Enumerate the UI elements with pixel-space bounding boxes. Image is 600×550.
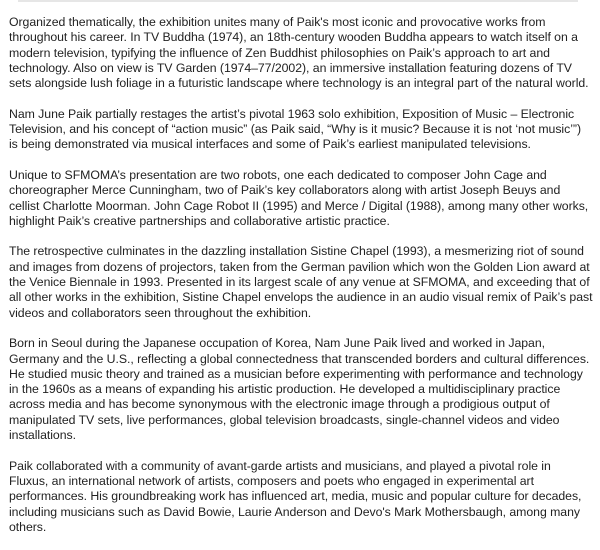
paragraph-robots: Unique to SFMOMA’s presentation are two robots, one each dedicated to composer John Cage and choreographer Merce Cunningham, two of Paik’s key collaborators along with artist Joseph Beuys and cellist Charlotte Moorman. John Cage Robot II (1995) and Merce / Digital (1988), among many other works, highlight Paik’s creative partnerships and collaborative artistic practice.: [9, 167, 589, 228]
article-body: [9, 15, 593, 550]
paragraph-sistine-chapel: The retrospective culminates in the dazzling installation Sistine Chapel (1993), a mesmerizing riot of sound and images from dozens of projectors, taken from the German pavilion which won the Golden Lion award at the Venice Biennale in 1993. Presented in its largest scale of any venue at SFMOMA, and exceeding that of all other works in the exhibition, Sistine Chapel envelops the audience in an audio visual remix of Paik’s past videos and collaborators seen throughout the exhibition.: [9, 244, 593, 320]
paragraph-biography: Born in Seoul during the Japanese occupation of Korea, Nam June Paik lived and worked in Japan, Germany and the U.S., reflecting a global connectedness that transcended borders and cultural differences. He studied music theory and trained as a musician before experimenting with performance and technology in the 1960s as a means of expanding his artistic production. He developed a multidisciplinary practice across media and has become synonymous with the electronic image through a prodigious output of manipulated TV sets, live performances, global television broadcasts, single-channel videos and video installations.: [9, 336, 590, 443]
top-divider: [18, 0, 578, 2]
paragraph-exposition-of-music: Nam June Paik partially restages the artist’s pivotal 1963 solo exhibition, Exposition of Music – Electronic Television, and his concept of “action music” (as Paik said, “Why is it music? Because it is not ‘not music’”) is being demonstrated via musical interfaces and some of Paik’s earliest manipulated televisions.: [9, 106, 581, 152]
paragraph-fluxus: Paik collaborated with a community of avant-garde artists and musicians, and played a pivotal role in Fluxus, an international network of artists, composers and poets who engaged in experimental art performances. His groundbreaking work has influenced art, media, music and popular culture for decades, including musicians such as David Bowie, Laurie Anderson and Devo's Mark Mothersbaugh, among many others.: [9, 458, 582, 534]
paragraph-exhibition-overview: Organized thematically, the exhibition unites many of Paik's most iconic and provocative works from throughout his career. In TV Buddha (1974), an 18th-century wooden Buddha appears to watch itself on a modern television, typifying the influence of Zen Buddhist philosophies on Paik’s approach to art and technology. Also on view is TV Garden (1974–77/2002), an immersive installation featuring dozens of TV sets alongside lush foliage in a futuristic landscape where technology is an integral part of the natural world.: [9, 15, 589, 91]
